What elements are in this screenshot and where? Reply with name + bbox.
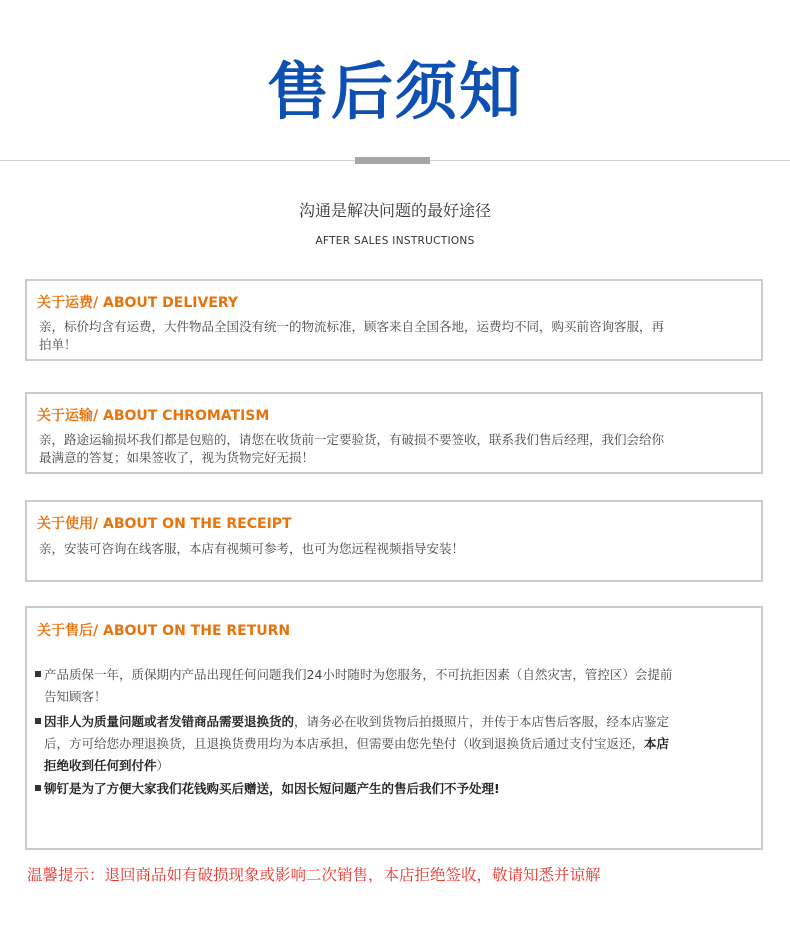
- section-text-line: 亲，标价均含有运费，大件物品全国没有统一的物流标准，顾客来自全国各地，运费均不同，购买前咨询客服，再: [39, 319, 665, 334]
- header-divider-accent: [355, 157, 430, 164]
- bullet-item-warranty: 产品质保一年，质保期内产品出现任何问题我们24小时随时为您服务，不可抗拒因素（自然灾害，管控区）会提前 告知顾客！: [35, 664, 747, 708]
- page-subtitle: 沟通是解决问题的最好途径: [298, 201, 491, 220]
- section-text-line: 最满意的答复；如果签收了，视为货物完好无损！: [39, 450, 315, 465]
- section-title: 关于运输/ ABOUT CHROMATISM: [37, 408, 270, 424]
- section-text-line: 亲，安装可咨询在线客服，本店有视频可参考，也可为您远程视频指导安装！: [39, 541, 465, 556]
- section-text-line: 拍单！: [39, 337, 77, 352]
- section-chromatism: [25, 392, 763, 474]
- section-title: 关于使用/ ABOUT ON THE RECEIPT: [37, 516, 292, 532]
- bullet-square-icon: [35, 785, 41, 791]
- page-title: 售后须知: [266, 55, 523, 128]
- bullet-square-icon: [35, 718, 41, 724]
- section-receipt: [25, 500, 763, 582]
- section-text-line: 亲，路途运输损坏我们都是包赔的，请您在收货前一定要验货，有破损不要签收，联系我们售后经理，我们会给你: [39, 432, 665, 447]
- section-return: [25, 606, 763, 850]
- section-title: 关于运费/ ABOUT DELIVERY: [37, 295, 239, 311]
- section-title: 关于售后/ ABOUT ON THE RETURN: [37, 623, 291, 639]
- warm-notice: 温馨提示：退回商品如有破损现象或影响二次销售，本店拒绝签收，敬请知悉并谅解: [27, 866, 601, 884]
- page-subtitle-en: AFTER SALES INSTRUCTIONS: [315, 235, 475, 247]
- bullet-item-rivets: 铆钉是为了方便大家我们花钱购买后赠送，如因长短问题产生的售后我们不予处理!: [35, 778, 747, 800]
- section-delivery: [25, 279, 763, 361]
- bullet-item-returns: 因非人为质量问题或者发错商品需要退换货的，请务必在收到货物后拍摄照片，并传于本店售后客服，经本店鉴定 后，方可给您办理退换货，且退换货费用均为本店承担，但需要由您先垫付（收到退换货后通过支付宝返还，本店 拒绝收到任何到付件）: [35, 711, 747, 777]
- bullet-square-icon: [35, 671, 41, 677]
